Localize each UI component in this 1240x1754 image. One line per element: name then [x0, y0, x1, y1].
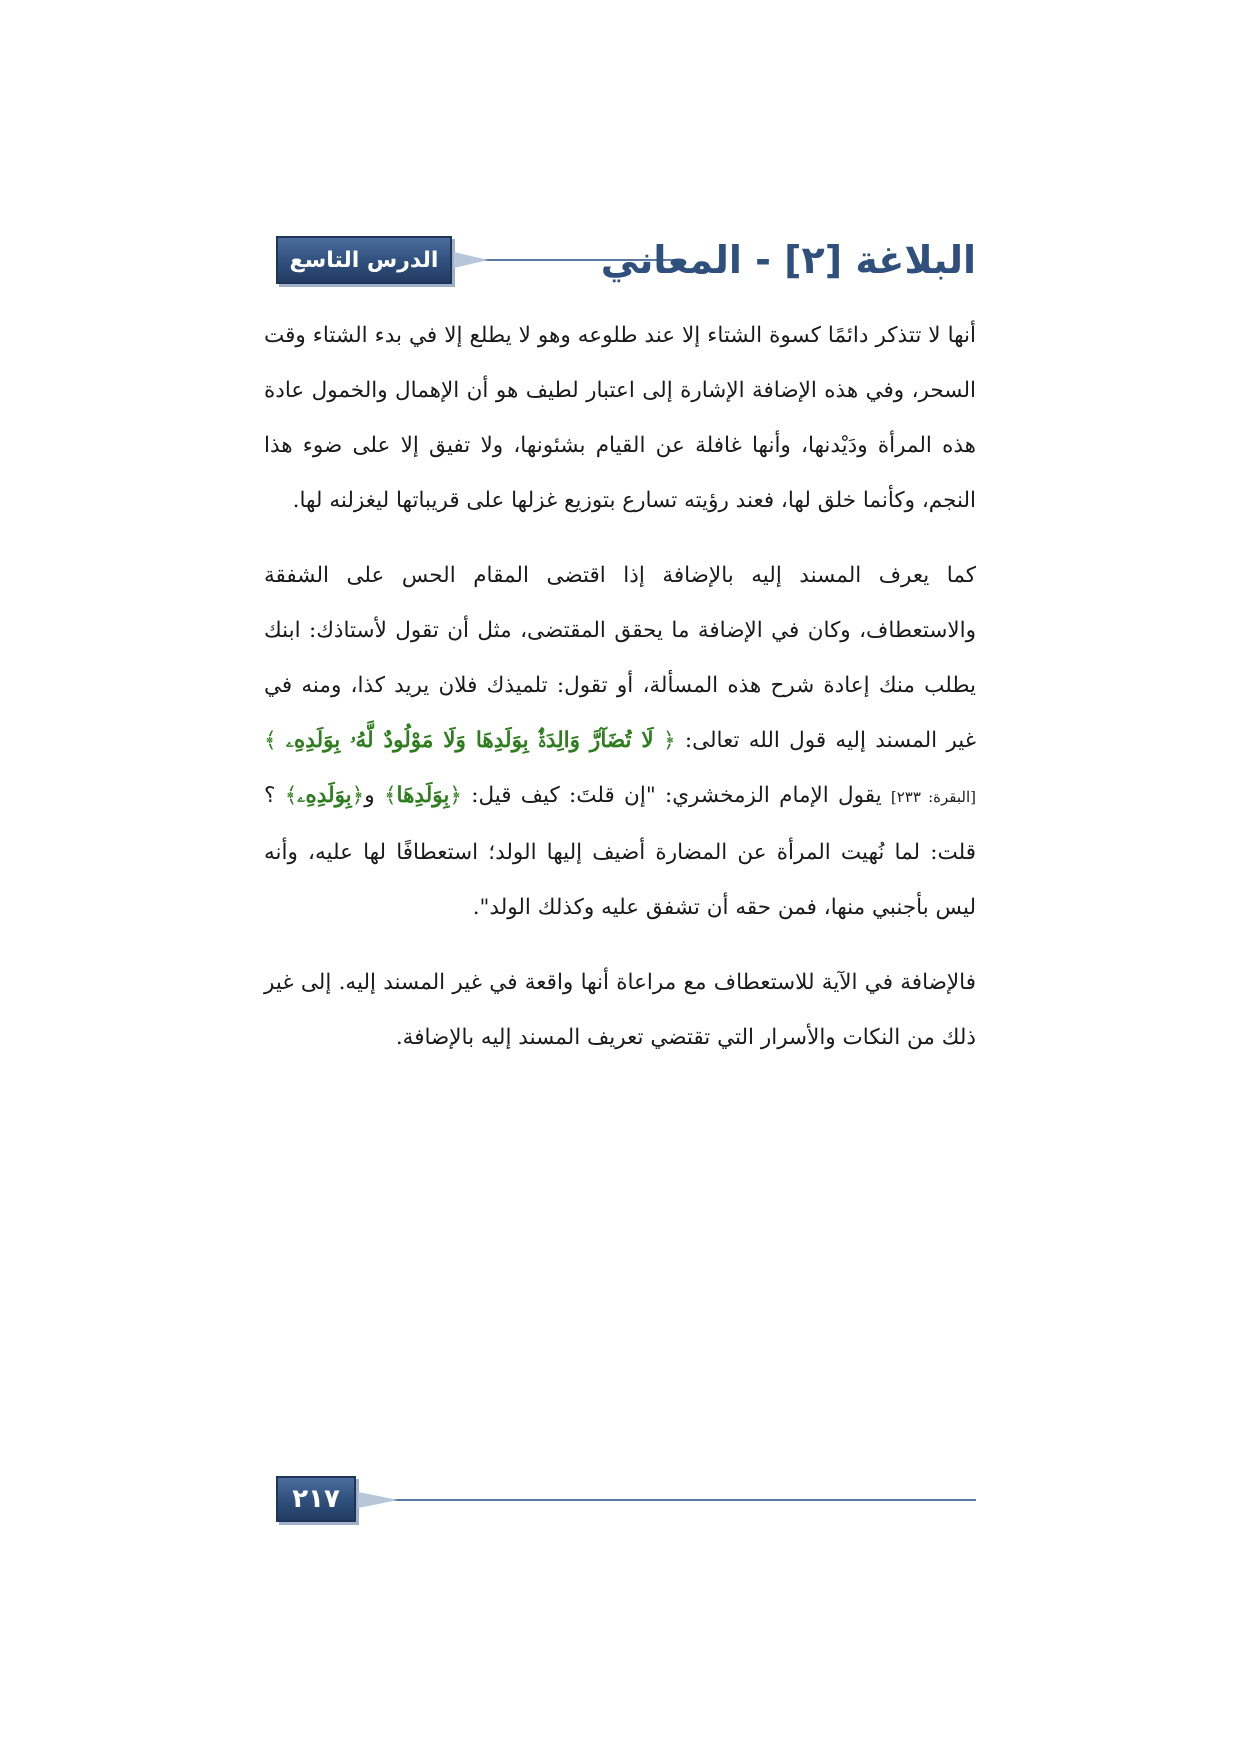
quran-word-biwaladiha: بِوَلَدِهَا: [396, 783, 450, 808]
lesson-label: الدرس التاسع: [289, 247, 439, 273]
paragraph-2-part-4: ؟ قلت: لما نُهيت المرأة عن المضارة أضيف إليها الولد؛ استعطافًا لها عليه، وأنه ليس بأجنبي منها، فمن حقه أن تشفق عليه وكذلك الولد".: [264, 783, 976, 920]
paragraph-3: فالإضافة في الآية للاستعطاف مع مراعاة أنها واقعة في غير المسند إليه. إلى غير ذلك من النكات والأسرار التي تقتضي تعريف المسند إليه بالإضافة.: [264, 970, 976, 1050]
page-number-box: [276, 1476, 356, 1522]
paragraph-1: أنها لا تتذكر دائمًا كسوة الشتاء إلا عند طلوعه وهو لا يطلع إلا في بدء الشتاء وقت السحر، وفي هذه الإضافة الإشارة إلى اعتبار لطيف هو أن الإهمال والخمول عادة هذه المرأة ودَيْدنها، وأنها غافلة عن القيام بشئونها، ولا تفيق إلا على ضوء هذا النجم، وكأنما خلق لها، فعند رؤيته تسارع بتوزيع غزلها على قريباتها ليغزلنه لها.: [264, 323, 976, 513]
verse-reference: [البقرة: ٢٣٣]: [890, 788, 976, 806]
quran-verse: لَا تُضَآرَّ وَالِدَةٌۢ بِوَلَدِهَا وَلَا مَوْلُودٌ لَّهُۥ بِوَلَدِهِۦ: [285, 728, 654, 753]
footer-rule: [358, 1498, 976, 1502]
quran-word-biwaladihi: بِوَلَدِهِۦ: [297, 783, 352, 808]
book-title: البلاغة [٢] - المعاني: [600, 238, 976, 282]
paragraph-2-part-1: كما يعرف المسند إليه بالإضافة إذا اقتضى المقام الحس على الشفقة والاستعطاف، وكان في الإضافة ما يحقق المقتضى، مثل أن تقول لأستاذك: ابنك يطلب منك إعادة شرح هذه المسألة، أو تقول: تلميذك فلان يريد كذا، ومنه في غير المسند إليه قول الله تعالى:: [264, 563, 976, 753]
verse-close-bracket: ﴾: [264, 728, 277, 753]
paragraph-2-part-2: يقول الإمام الزمخشري: "إن قلتَ: كيف قيل:: [461, 783, 891, 808]
paragraph-2: [264, 548, 976, 935]
verse-open-bracket: ﴿: [449, 783, 462, 808]
verse-close-bracket: ﴾: [284, 783, 298, 808]
page-content: [264, 308, 976, 1085]
verse-open-bracket: ﴿: [662, 728, 676, 753]
paragraph-2-part-3: و: [364, 783, 384, 808]
page-header: [276, 230, 976, 290]
lesson-label-box: [276, 236, 452, 284]
verse-open-bracket: ﴿: [351, 783, 365, 808]
verse-close-bracket: ﴾: [383, 783, 397, 808]
page-number: ٢١٧: [292, 1484, 340, 1514]
page-footer: [276, 1476, 976, 1526]
